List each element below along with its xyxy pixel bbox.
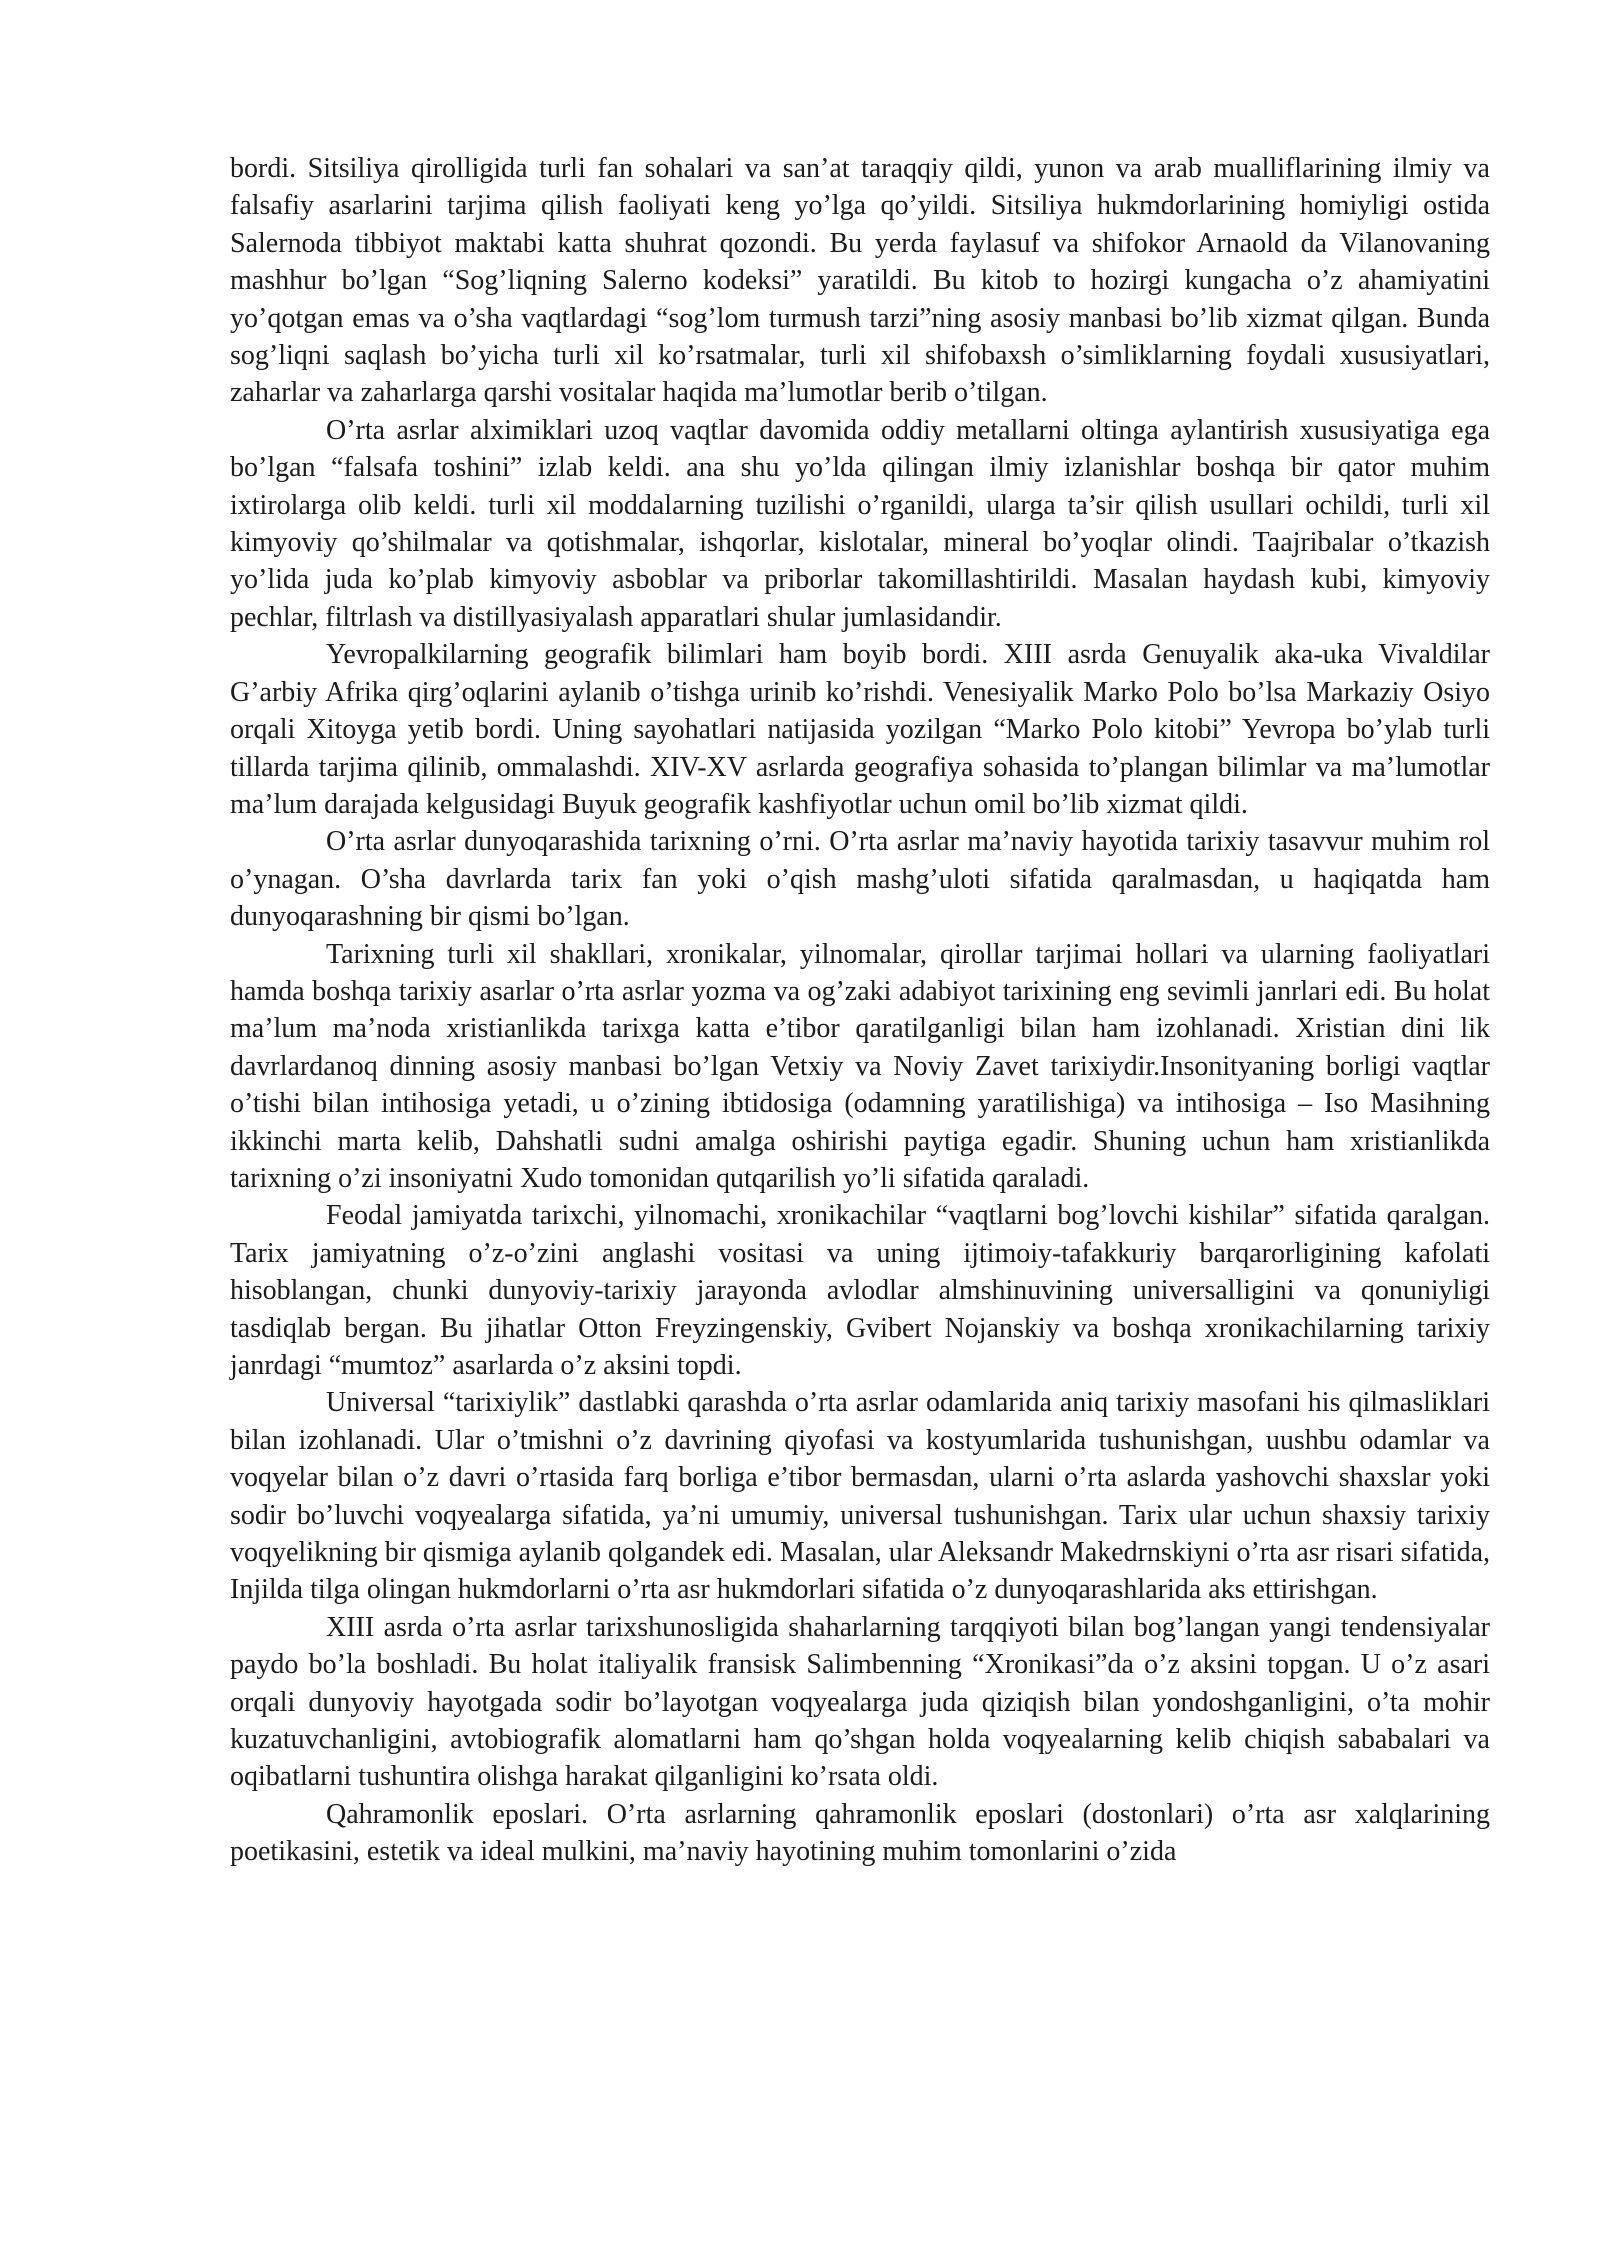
paragraph-history-role: O’rta asrlar dunyoqarashida tarixning o’rni. O’rta asrlar ma’naviy hayotida tarixiy tasavvur muhim rol o’ynagan. O’sha davrlarda tarix fan yoki o’qish mashg’uloti sifatida qaralmasdan, u haqiqatda ham dunyoqarashning bir qismi bo’lgan. <box>230 826 1490 933</box>
paragraph-heroic-epics: Qahramonlik eposlari. O’rta asrlarning qahramonlik eposlari (dostonlari) o’rta asr xalqlarining poetikasini, estetik va ideal mulkini, ma’naviy hayotining muhim tomonlarini o’zida <box>230 1798 1490 1868</box>
paragraph-geography: Yevropalkilarning geografik bilimlari ham boyib bordi. XIII asrda Genuyalik aka-uka Vivaldilar G’arbiy Afrika qirg’oqlarini aylanib o’tishga urinib ko’rishdi. Venesiyalik Marko Polo bo’lsa Markaziy Osiyo orqali Xitoyga yetib bordi. Uning sayohatlari natijasida yozilgan “Marko Polo kitobi” Yevropa bo’ylab turli tillarda tarjima qilinib, ommalashdi. XIV-XV asrlarda geografiya sohasida to’plangan bilimlar va ma’lumotlar ma’lum darajada kelgusidagi Buyuk geografik kashfiyotlar uchun omil bo’lib xizmat qildi. <box>230 639 1490 820</box>
paragraph-feudal-historians: Feodal jamiyatda tarixchi, yilnomachi, xronikachilar “vaqtlarni bog’lovchi kishilar” sifatida qaralgan. Tarix jamiyatning o’z-o’zini anglashi vositasi va uning ijtimoiy-tafakkuriy barqarorligining kafolati hisoblangan, chunki dunyoviy-tarixiy jarayonda avlodlar almshinuvining universalligini va qonuniyligi tasdiqlab bergan. Bu jihatlar Otton Freyzingenskiy, Gvibert Nojanskiy va boshqa xronikachilarning tarixiy janrdagi “mumtoz” asarlarda o’z aksini topdi. <box>230 1200 1490 1381</box>
paragraph-alchemists: O’rta asrlar alximiklari uzoq vaqtlar davomida oddiy metallarni oltinga aylantirish xususiyatiga ega bo’lgan “falsafa toshini” izlab keldi. ana shu yo’lda qilingan ilmiy izlanishlar boshqa bir qator muhim ixtirolarga olib keldi. turli xil moddalarning tuzilishi o’rganildi, ularga ta’sir qilish usullari ochildi, turli xil kimyoviy qo’shilmalar va qotishmalar, ishqorlar, kislotalar, mineral bo’yoqlar olindi. Taajribalar o’tkazish yo’lida juda ko’plab kimyoviy asboblar va priborlar takomillashtirildi. Masalan haydash kubi, kimyoviy pechlar, filtrlash va distillyasiyalash apparatlari shular jumlasidandir. <box>230 414 1490 633</box>
paragraph-sicily-continuation: bordi. Sitsiliya qirolligida turli fan sohalari va san’at taraqqiy qildi, yunon va arab mualliflarining ilmiy va falsafiy asarlarini tarjima qilish faoliyati keng yo’lga qo’yildi. Sitsiliya hukmdorlarining homiyligi ostida Salernoda tibbiyot maktabi katta shuhrat qozondi. Bu yerda faylasuf va shifokor Arnaold da Vilanovaning mashhur bo’lgan “Sog’liqning Salerno kodeksi” yaratildi. Bu kitob to hozirgi kungacha o’z ahamiyatini yo’qotgan emas va o’sha vaqtlardagi “sog’lom turmush tarzi”ning asosiy manbasi bo’lib xizmat qilgan. Bunda sog’liqni saqlash bo’yicha turli xil ko’rsatmalar, turli xil shifobaxsh o’simliklarning foydali xususiyatlari, zaharlar va zaharlarga qarshi vositalar haqida ma’lumotlar berib o’tilgan. <box>230 153 1490 409</box>
paragraph-history-forms: Tarixning turli xil shakllari, xronikalar, yilnomalar, qirollar tarjimai hollari va ularning faoliyatlari hamda boshqa tarixiy asarlar o’rta asrlar yozma va og’zaki adabiyot tarixining eng sevimli janrlari edi. Bu holat ma’lum ma’noda xristianlikda tarixga katta e’tibor qaratilganligi bilan ham izohlanadi. Xristian dini lik davrlardanoq dinning asosiy manbasi bo’lgan Vetxiy va Noviy Zavet tarixiydir.Insonityaning borligi vaqtlar o’tishi bilan intihosiga yetadi, u o’zining ibtidosiga (odamning yaratilishiga) va intihosiga – Iso Masihning ikkinchi marta kelib, Dahshatli sudni amalga oshirishi paytiga egadir. Shuning uchun ham xristianlikda tarixning o’zi insoniyatni Xudo tomonidan qutqarilish yo’li sifatida qaraladi. <box>230 938 1490 1194</box>
paragraph-universal-historicity: Universal “tarixiylik” dastlabki qarashda o’rta asrlar odamlarida aniq tarixiy masofani his qilmasliklari bilan izohlanadi. Ular o’tmishni o’z davrining qiyofasi va kostyumlarida tushunishgan, uushbu odamlar va voqyelar bilan o’z davri o’rtasida farq borliga e’tibor bermasdan, ularni o’rta aslarda yashovchi shaxslar yoki sodir bo’luvchi voqyealarga sifatida, ya’ni umumiy, universal tushunishgan. Tarix ular uchun shaxsiy tarixiy voqyelikning bir qismiga aylanib qolgandek edi. Masalan, ular Aleksandr Makedrnskiyni o’rta asr risari sifatida, Injilda tilga olingan hukmdorlarni o’rta asr hukmdorlari sifatida o’z dunyoqarashlarida aks ettirishgan. <box>230 1387 1490 1606</box>
paragraph-xiii-century: XIII asrda o’rta asrlar tarixshunosligida shaharlarning tarqqiyoti bilan bog’langan yangi tendensiyalar paydo bo’la boshladi. Bu holat italiyalik fransisk Salimbenning “Xronikasi”da o’z aksini topgan. U o’z asari orqali dunyoviy hayotgada sodir bo’layotgan voqyealarga juda qiziqish bilan yondoshganligini, o’ta mohir kuzatuvchanligini, avtobiografik alomatlarni ham qo’shgan holda voqyealarning kelib chiqish sababalari va oqibatlarni tushuntira olishga harakat qilganligini ko’rsata oldi. <box>230 1611 1490 1793</box>
document-page <box>230 150 1490 1871</box>
